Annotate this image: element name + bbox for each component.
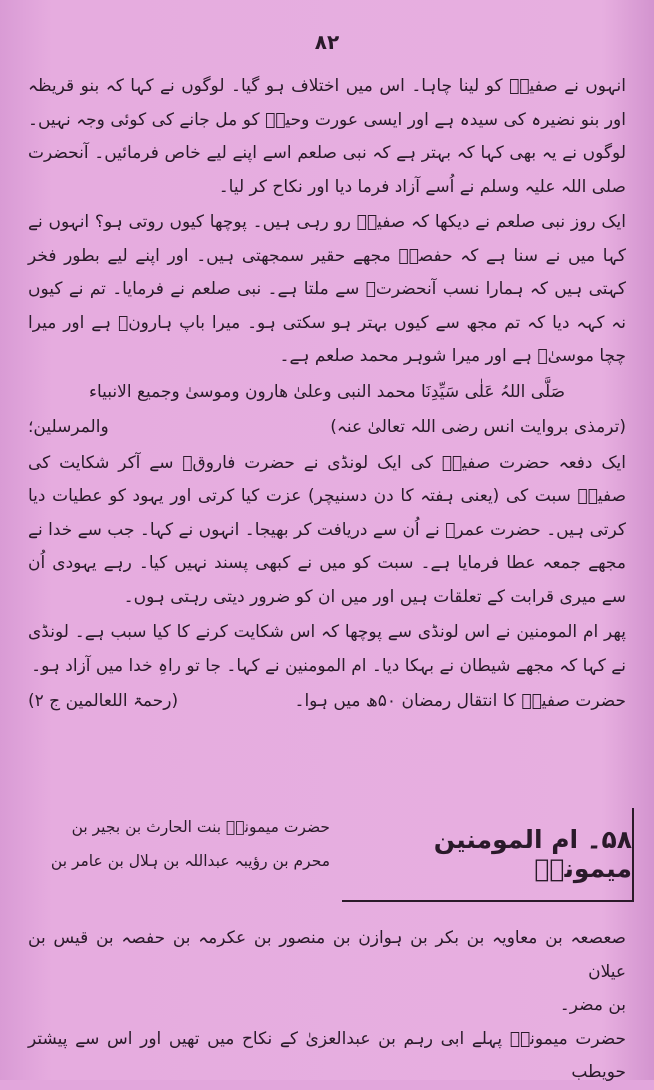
section-heading-block — [20, 800, 634, 910]
blessing-line: صَلَّی اللہُ عَلٰی سَیِّدِنَا محمد النبی وعلیٰ ھارون وموسیٰ وجمیع الانبیاء — [88, 381, 566, 402]
death-text: حضرت صفیہؓ کا انتقال رمضان ۵۰ھ میں ہوا۔ — [294, 691, 626, 711]
death-reference: (رحمۃ اللعالمین ج ۲) — [28, 691, 179, 711]
citation-closing: والمرسلین؛ — [28, 417, 109, 437]
section-heading: ۵۸۔ ام المومنین میمونہؓ — [342, 808, 634, 902]
tail-line: حضرت میمونہؓ پہلے ابی رہم بن عبدالعزیٰ کے نکاح میں تھیں اور اس سے پیشتر حویطب — [28, 1028, 626, 1082]
paragraph: انہوں نے صفیہؓ کو لینا چاہا۔ اس میں اختلاف ہو گیا۔ لوگوں نے کہا کہ بنو قریظہ اور بنو نضیرہ کی سیدہ ہے اور ایسی عورت وحیہؓ کو مل جانے کی کوئی وجہ نہیں۔ لوگوں نے یہ بھی کہا کہ بہتر ہے کہ نبی صلعم اسے اپنے لیے خاص فرمائیں۔ آنحضرت صلی اللہ علیہ وسلم نے اُسے آزاد فرما دیا اور نکاح کر لیا۔ — [28, 76, 626, 197]
death-line — [28, 685, 626, 719]
paragraph: ایک دفعہ حضرت صفیہؓ کی ایک لونڈی نے حضرت فاروقؓ سے آکر شکایت کی صفیہؓ سبت کی (یعنی ہفتہ کا دن دسنیچر) عزت کیا کرتی اور یہود کو عطیات دیا کرتی ہیں۔ حضرت عمرؓ نے اُن سے دریافت کر بھیجا۔ انہوں نے کہا۔ جب سے خدا نے مجھے جمعہ عطا فرمایا ہے۔ سبت کو میں نے کبھی پسند نہیں کیا۔ رہے یہودی اُن سے میری قرابت کے تعلقات ہیں اور میں ان کو ضرور دیتی رہتی ہوں۔ — [28, 452, 626, 607]
lineage-line: حضرت میمونہؓ بنت الحارث بن بجیر بن — [71, 818, 330, 836]
lineage-intro — [20, 810, 330, 878]
paragraph: پھر ام المومنین نے اس لونڈی سے پوچھا کہ اس شکایت کرنے کا کیا سبب ہے۔ لونڈی نے کہا کہ مجھے شیطان نے بہکا دیا۔ ام المومنین نے کہا۔ جا تو راہِ خدا میں آزاد ہو۔ — [28, 622, 626, 676]
page-body — [28, 70, 626, 721]
citation-source: (ترمذی بروایت انس رضی اللہ تعالیٰ عنہ) — [330, 417, 626, 437]
citation-row — [28, 411, 626, 445]
page-tail — [28, 922, 626, 1090]
paragraph: ایک روز نبی صلعم نے دیکھا کہ صفیہؓ رو رہی ہیں۔ پوچھا کیوں روتی ہو؟ انہوں نے کہا میں نے سنا ہے کہ حفصہؓ مجھے حقیر سمجھتی ہیں۔ اور اپنے لیے بطور فخر کہتی ہیں کہ ہمارا نسب آنحضرتؐ سے ملتا ہے۔ نبی صلعم نے فرمایا۔ تم نے کیوں نہ کہہ دیا کہ تم مجھ سے کیوں بہتر ہو سکتی ہو۔ میرا باپ ہارونؑ ہے اور میرا چچا موسیٰؑ ہے اور میرا شوہر محمد صلعم ہے۔ — [28, 212, 626, 366]
lineage-line: محرم بن رؤیبہ عبداللہ بن ہلال بن عامر بن — [50, 852, 330, 870]
page-number: ۸۲ — [314, 30, 340, 54]
tail-line: صعصعہ بن معاویہ بن بکر بن ہوازن بن منصور بن عکرمہ بن حفصہ بن قیس بن عیلان — [28, 928, 626, 982]
tail-line: بن مضر۔ — [559, 995, 626, 1015]
